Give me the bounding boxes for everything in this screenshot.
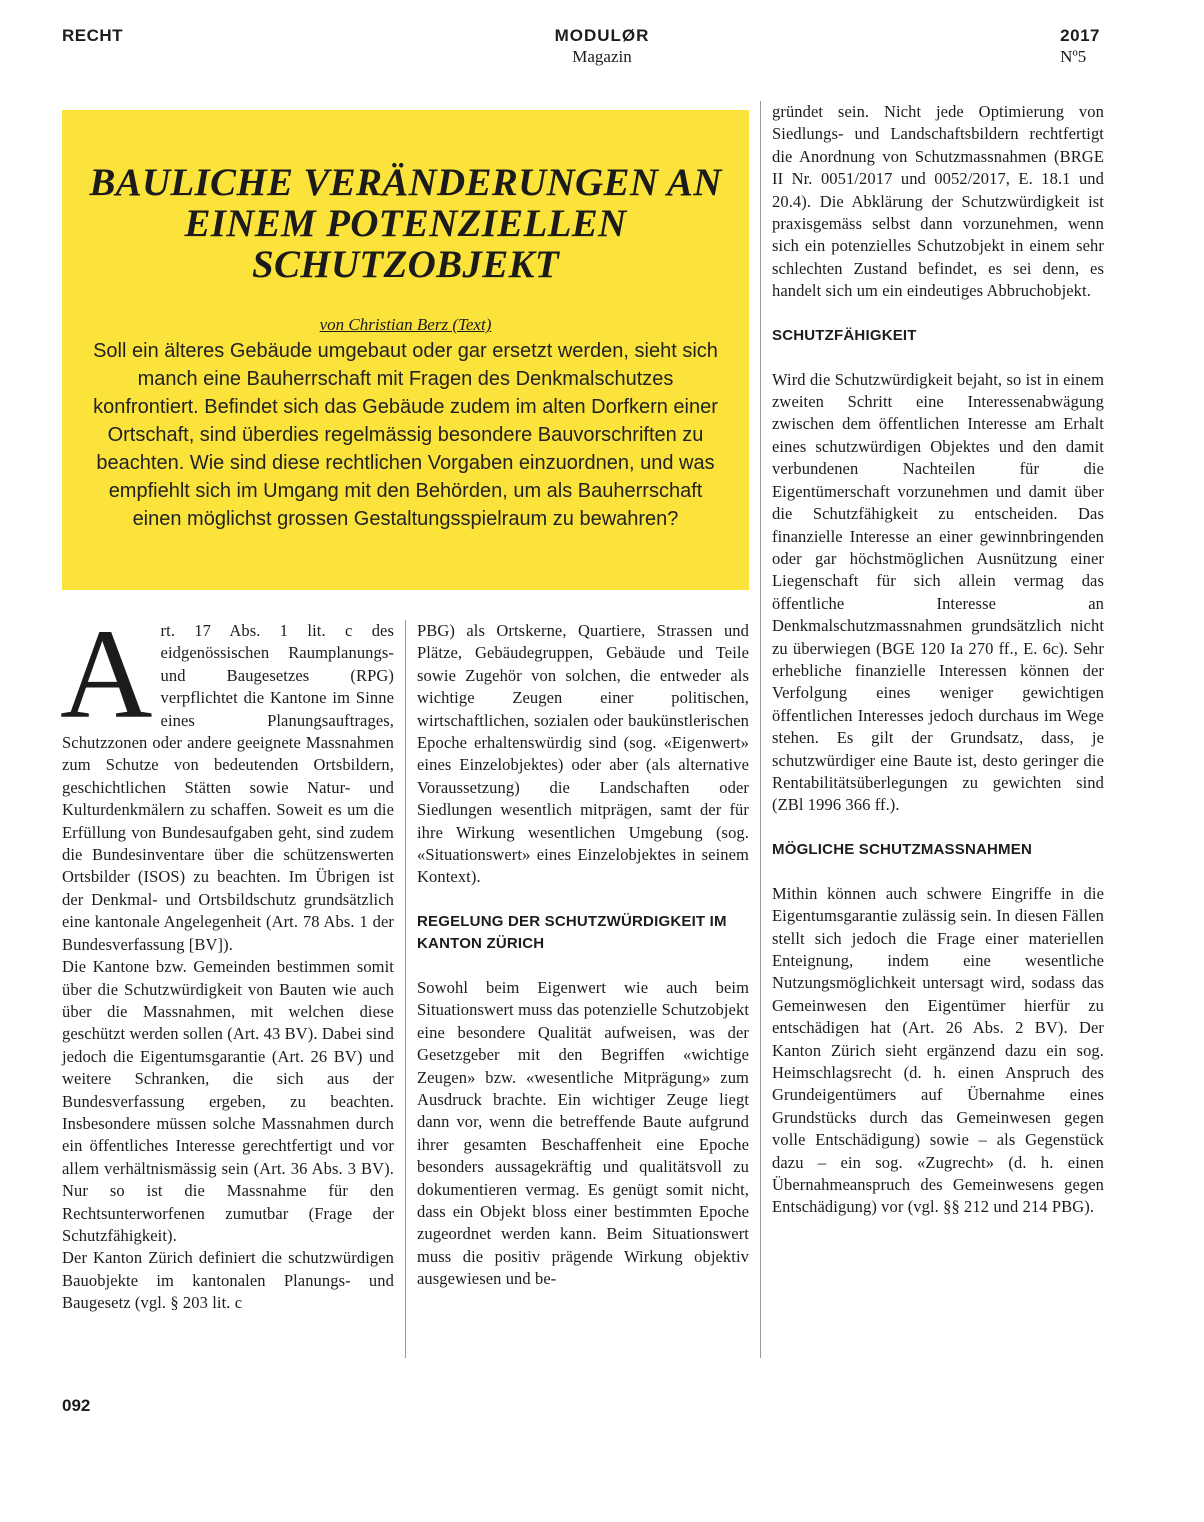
title-box <box>62 110 749 590</box>
paragraph: Mithin können auch schwere Eingriffe in die Eigentumsgarantie zulässig sein. In diesen Fällen stellt sich jedoch die Frage einer materiellen Enteignung, indem eine wesentliche Nutzungsmöglichkeit untersagt wird, sodass das Gemeinwesen den Eigentümer hierfür zu entschädigen hat (Art. 26 Abs. 2 BV). Der Kanton Zürich sieht ergänzend dazu ein sog. Heimschlagsrecht (d. h. einen Anspruch des Grundeigentümers auf Übernahme eines Grundstücks durch das Gemeinwesen gegen volle Entschädigung) sowie – als Gegenstück dazu – ein sog. «Zugrecht» (d. h. einen Übernahmeanspruch des Gemeinwesens gegen Entschädigung) vor (vgl. §§ 212 und 214 PBG). <box>772 883 1104 1217</box>
article-title: BAULICHE VERÄNDERUNGEN AN EINEM POTENZIELLEN SCHUTZOBJEKT <box>89 161 722 286</box>
article-lead: Soll ein älteres Gebäude umgebaut oder gar ersetzt werden, sieht sich manch eine Bauherrschaft mit Fragen des Denkmalschutzes konfrontiert. Befindet sich das Gebäude zudem im alten Dorfkern einer Ortschaft, sind überdies regelmässig besondere Bauvorschriften zu beachten. Wie sind diese rechtlichen Vorgaben einzuordnen, und was empfiehlt sich im Umgang mit den Behörden, um als Bauherrschaft einen möglichst grossen Gestaltungsspielraum zu bewahren? <box>93 340 718 530</box>
issue-info <box>1060 26 1100 67</box>
column-divider <box>405 620 406 1358</box>
section-heading: MÖGLICHE SCHUTZMASSNAHMEN <box>772 840 1032 858</box>
paragraph: Der Kanton Zürich definiert die schutzwürdigen Bauobjekte im kantonalen Planungs- und Baugesetz (vgl. § 203 lit. c <box>62 1248 394 1313</box>
text-column-3 <box>772 101 1104 1219</box>
section-label: RECHT <box>62 26 124 45</box>
page-number: 092 <box>62 1396 91 1415</box>
issue-number: Nº5 <box>1060 47 1087 66</box>
paragraph: PBG) als Ortskerne, Quartiere, Strassen und Plätze, Gebäudegruppen, Gebäude und Teile sowie Zugehör von solchen, die entweder als wichtige Zeugen einer politischen, wirtschaftlichen, sozialen oder baukünstlerischen Epoche erhaltenswürdig sind (sog. «Eigenwert» eines Einzelobjektes) oder aber (als alternative Voraussetzung) die Landschaften oder Siedlungen wesentlich mitprägen, samt der für ihre Wirkung wesentlichen Umgebung (sog. «Situationswert» eines Einzelobjektes in seinem Kontext). <box>417 621 749 887</box>
paragraph: Wird die Schutzwürdigkeit bejaht, so ist in einem zweiten Schritt eine Interessenabwägung zwischen dem öffentlichen Interesse am Erhalt eines schutzwürdigen Objektes und den damit verbundenen Nachteilen für die Eigentümerschaft vorzunehmen und damit über die Schutzfähigkeit zu entscheiden. Das finanzielle Interesse an einer gewinnbringenden oder gar höchstmöglichen Ausnützung einer Liegenschaft für sich allein vermag das öffentliche Interesse an Denkmalschutzmassnahmen grundsätzlich nicht zu überwiegen (BGE 120 Ia 270 ff., E. 6c). Sehr erhebliche finanzielle Interessen können der Verfolgung eines weniger gewichtigen öffentlichen Interesses jedoch durchaus im Wege stehen. Es gilt der Grundsatz, dass, je schutzwürdiger eine Baute ist, desto geringer die Rentabilitätsüberlegungen zu gewichten sind (ZBl 1996 366 ff.). <box>772 369 1104 815</box>
paragraph: Die Kantone bzw. Gemeinden bestimmen somit über die Schutzwürdigkeit von Bauten wie auch über die Massnahmen, mit welchen diese geschützt werden sollen (Art. 43 BV). Dabei sind jedoch die Eigentumsgarantie (Art. 26 BV) und weitere Schranken, die sich aus der Bundesverfassung ergeben, zu beachten. Insbesondere müssen solche Massnahmen durch ein öffentliches Interesse gerechtfertigt und vor allem verhältnismässig sein (Art. 36 Abs. 3 BV). Nur so ist die Massnahme für den Rechtsunterworfenen zumutbar (Frage der Schutzfähigkeit). <box>62 957 394 1245</box>
paragraph: gründet sein. Nicht jede Optimierung von Siedlungs- und Landschaftsbildern rechtfertigt die Anordnung von Schutzmassnahmen (BRGE II Nr. 0051/2017 und 0052/2017, E. 18.1 und 20.4). Die Abklärung der Schutzwürdigkeit ist praxisgemäss selbst dann vorzunehmen, wenn sich ein potenzielles Schutzobjekt in einem sehr schlechten Zustand befindet, es sei denn, es handelt sich um ein eindeutiges Abbruchobjekt. <box>772 102 1104 301</box>
column-divider <box>760 101 761 1358</box>
section-heading: SCHUTZFÄHIGKEIT <box>772 326 917 344</box>
section-heading: REGELUNG DER SCHUTZWÜRDIGKEIT IM KANTON ZÜRICH <box>417 912 727 952</box>
paragraph: Sowohl beim Eigenwert wie auch beim Situationswert muss das potenzielle Schutzobjekt eine besondere Qualität aufweisen, was der Gesetzgeber mit den Begriffen «wichtige Zeugen» bzw. «wesentliche Mitprägung» zum Ausdruck brachte. Ein wichtiger Zeuge liegt dann vor, wenn die betreffende Baute aufgrund ihrer gesamten Beschaffenheit eine Epoche besonders aussagekräftig und qualitätsvoll zu dokumentieren vermag. Es genügt somit nicht, dass ein Objekt bloss einer bestimmten Epoche zugeordnet werden kann. Beim Situationswert muss die positiv prägende Wirkung objektiv ausgewiesen und be- <box>417 977 749 1289</box>
paragraph: rt. 17 Abs. 1 lit. c des eidgenössischen Raumplanungs- und Baugesetzes (RPG) verpflichtet die Kantone im Sinne eines Planungsauftrages, Schutzzonen oder andere geeignete Massnahmen zum Schutze von bedeutenden Ortsbildern, geschichtlichen Stätten sowie Natur- und Kulturdenkmälern zu schaffen. Soweit es um die Erfüllung von Bundesaufgaben geht, sind zudem die Bundesinventare über die schützenswerten Ortsbilder (ISOS) zu beachten. Im Übrigen ist der Denkmal- und Ortsbildschutz grundsätzlich eine kantonale Angelegenheit (Art. 78 Abs. 1 der Bundesverfassung [BV]). <box>62 621 394 954</box>
text-column-2 <box>417 620 749 1291</box>
magazine-brand: MODULØR <box>554 26 650 45</box>
article-author: von Christian Berz (Text) <box>319 315 492 334</box>
masthead <box>0 26 1204 67</box>
issue-year: 2017 <box>1060 26 1100 45</box>
drop-cap: A <box>60 603 153 745</box>
text-column-1 <box>60 603 394 1315</box>
magazine-subtitle: Magazin <box>572 47 632 66</box>
